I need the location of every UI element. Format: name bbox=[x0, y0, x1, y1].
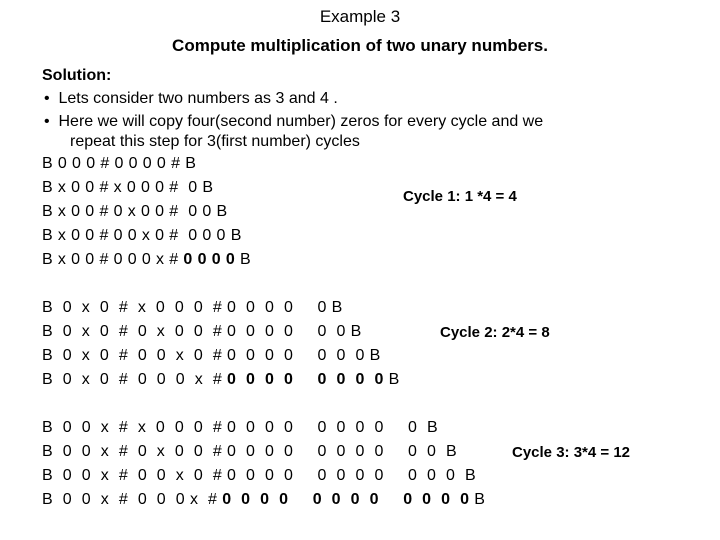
bullet-2-continued: repeat this step for 3(first number) cycles bbox=[70, 133, 360, 150]
tape-row: B 0 x 0 # 0 0 x 0 # 0 0 0 0 0 0 0 B bbox=[42, 347, 381, 364]
tape-row-tail: B bbox=[235, 251, 252, 268]
cycle-1-label: Cycle 1: 1 *4 = 4 bbox=[403, 188, 517, 205]
tape-row-result: 0 0 0 0 bbox=[183, 251, 236, 268]
bullet-1: • Lets consider two numbers as 3 and 4 . bbox=[44, 90, 338, 107]
tape-row bbox=[42, 490, 485, 510]
tape-row-result: 0 0 0 0 bbox=[222, 491, 289, 508]
tape-row: B 0 0 0 # 0 0 0 0 # B bbox=[42, 155, 197, 172]
slide-title: Example 3 bbox=[319, 7, 401, 26]
bullet-2: • Here we will copy four(second number) zeros for every cycle and we bbox=[44, 113, 544, 130]
tape-row bbox=[42, 370, 400, 390]
tape-row: B 0 0 x # 0 x 0 0 # 0 0 0 0 0 0 0 0 0 0 B bbox=[42, 443, 458, 460]
tape-row: B x 0 0 # x 0 0 0 # 0 B bbox=[42, 179, 214, 196]
tape-row: B x 0 0 # 0 x 0 0 # 0 0 B bbox=[42, 203, 228, 220]
tape-row: B 0 x 0 # x 0 0 0 # 0 0 0 0 0 B bbox=[42, 299, 343, 316]
tape-row bbox=[42, 250, 251, 270]
solution-label: Solution: bbox=[42, 67, 112, 84]
tape-row-tail: B bbox=[383, 371, 400, 388]
tape-row-prefix: B x 0 0 # 0 0 0 x # bbox=[42, 251, 184, 268]
cycle-3-label: Cycle 3: 3*4 = 12 bbox=[512, 444, 631, 461]
tape-row-tail: B bbox=[469, 491, 486, 508]
tape-row-result: 0 0 0 0 bbox=[312, 491, 379, 508]
tape-row-result: 0 0 0 0 bbox=[227, 371, 294, 388]
cycle-2-label: Cycle 2: 2*4 = 8 bbox=[440, 324, 550, 341]
tape-row: B 0 x 0 # 0 x 0 0 # 0 0 0 0 0 0 B bbox=[42, 323, 362, 340]
tape-row: B x 0 0 # 0 0 x 0 # 0 0 0 B bbox=[42, 227, 242, 244]
tape-row-prefix: B 0 x 0 # 0 0 0 x # bbox=[42, 371, 228, 388]
tape-row-result: 0 0 0 0 bbox=[317, 371, 384, 388]
tape-row-prefix: B 0 0 x # 0 0 0 x # bbox=[42, 491, 223, 508]
tape-row: B 0 0 x # x 0 0 0 # 0 0 0 0 0 0 0 0 0 B bbox=[42, 419, 439, 436]
tape-row: B 0 0 x # 0 0 x 0 # 0 0 0 0 0 0 0 0 0 0 0 B bbox=[42, 467, 477, 484]
tape-row-result: 0 0 0 0 bbox=[403, 491, 470, 508]
slide-subtitle: Compute multiplication of two unary numbers. bbox=[172, 36, 548, 55]
